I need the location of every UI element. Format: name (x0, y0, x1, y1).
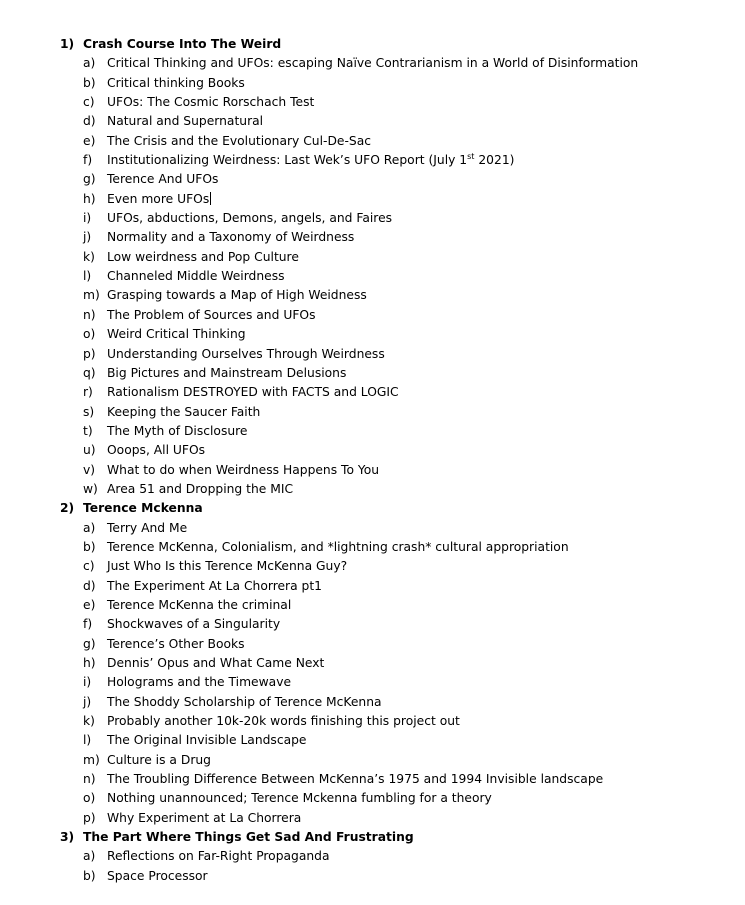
list-item-label: i) (83, 211, 92, 226)
list-item-label: m) (83, 752, 100, 767)
list-item-label: h) (83, 656, 96, 670)
list-item[interactable] (0, 461, 745, 480)
list-item[interactable] (0, 596, 745, 615)
list-item-label: o) (83, 327, 96, 342)
section-heading[interactable] (0, 499, 745, 518)
section-title: The Part Where Things Get Sad And Frustrating (83, 830, 414, 845)
list-item[interactable] (0, 480, 745, 499)
section-number: 3) (60, 830, 75, 845)
list-item-text (107, 712, 460, 731)
list-item-text (107, 325, 246, 344)
list-item-title: Critical Thinking and UFOs: escaping Naïve Contrarianism in a World of Disinformation (107, 56, 639, 71)
list-item-text (107, 190, 211, 209)
list-item-title: Ooops, All UFOs (107, 443, 206, 458)
list-item[interactable] (0, 306, 745, 325)
list-item[interactable] (0, 74, 745, 93)
list-item-text (107, 731, 307, 750)
list-item-text (107, 74, 245, 93)
list-item-text (107, 461, 379, 480)
list-item[interactable] (0, 615, 745, 634)
section-heading[interactable] (0, 35, 745, 54)
list-item-label: p) (83, 346, 96, 361)
list-item-text (107, 422, 248, 441)
list-item-title: Area 51 and Dropping the MIC (107, 481, 294, 496)
list-item[interactable] (0, 635, 745, 654)
list-item-text (107, 441, 205, 460)
list-item-text (107, 132, 371, 151)
list-item-title: Dennis’ Opus and What Came Next (107, 656, 325, 670)
list-item-label: o) (83, 791, 96, 806)
list-item-title: Just Who Is this Terence McKenna Guy? (107, 559, 348, 574)
list-item-text (107, 209, 392, 228)
list-item-title: What to do when Weirdness Happens To You (107, 462, 380, 477)
list-item-title: Even more UFOs (107, 191, 210, 206)
list-item-label: b) (83, 868, 96, 883)
list-item-text (107, 577, 322, 596)
list-item-text (107, 345, 385, 364)
list-item-title: The Troubling Difference Between McKenna’s 1975 and 1994 Invisible landscape (107, 772, 604, 787)
list-item-title: Holograms and the Timewave (107, 675, 292, 690)
list-item-title: Reflections on Far-Right Propaganda (107, 849, 330, 864)
list-item[interactable] (0, 345, 745, 364)
list-item-title-rest: 2021) (474, 153, 515, 168)
outline-section (0, 828, 745, 886)
list-item-label: g) (83, 172, 96, 187)
list-item[interactable] (0, 112, 745, 131)
section-title: Terence Mckenna (83, 501, 203, 516)
list-item-label: e) (83, 597, 96, 612)
list-item-label: l) (83, 269, 92, 284)
list-item[interactable] (0, 383, 745, 402)
list-item[interactable] (0, 654, 745, 673)
list-item-label: r) (83, 385, 93, 400)
list-item-text (107, 693, 382, 712)
list-item-text (107, 306, 315, 325)
list-item[interactable] (0, 770, 745, 789)
list-item-label: l) (83, 733, 92, 748)
list-item-label: u) (83, 443, 96, 458)
list-item-label: n) (83, 772, 96, 787)
list-item-title: The Crisis and the Evolutionary Cul-De-Sac (107, 133, 372, 148)
list-item[interactable] (0, 209, 745, 228)
list-item-label: q) (83, 365, 96, 380)
list-item-text (107, 557, 347, 576)
list-item[interactable] (0, 751, 745, 770)
list-item-text (107, 93, 314, 112)
list-item-text (107, 596, 291, 615)
list-item[interactable] (0, 441, 745, 460)
list-item-label: g) (83, 636, 96, 651)
list-item-label: i) (83, 675, 92, 690)
list-item-text (107, 170, 218, 189)
list-item[interactable] (0, 693, 745, 712)
list-item[interactable] (0, 712, 745, 731)
list-item-text (107, 654, 324, 673)
list-item-title: Why Experiment at La Chorrera (107, 810, 302, 825)
list-item-label: b) (83, 75, 96, 90)
list-item[interactable] (0, 132, 745, 151)
list-item[interactable] (0, 228, 745, 247)
list-item[interactable] (0, 267, 745, 286)
list-item-text (107, 809, 301, 828)
list-item-title: UFOs: The Cosmic Rorschach Test (107, 95, 315, 110)
list-item[interactable] (0, 519, 745, 538)
list-item-text (107, 228, 354, 247)
list-item[interactable] (0, 809, 745, 828)
list-item-label: a) (83, 56, 96, 71)
list-item[interactable] (0, 789, 745, 808)
list-item[interactable] (0, 286, 745, 305)
list-item-label: d) (83, 114, 96, 129)
list-item-title: Nothing unannounced; Terence Mckenna fumbling for a theory (107, 791, 492, 806)
list-item[interactable] (0, 248, 745, 267)
list-item-title: Big Pictures and Mainstream Delusions (107, 365, 347, 380)
list-item-label: d) (83, 578, 96, 593)
list-item-text (107, 789, 492, 808)
list-item-title: The Experiment At La Chorrera pt1 (107, 578, 323, 593)
list-item[interactable] (0, 190, 745, 209)
list-item-title: UFOs, abductions, Demons, angels, and Faires (107, 211, 393, 226)
list-item-text (107, 54, 638, 73)
list-item-title: The Myth of Disclosure (107, 423, 248, 438)
list-item-title: Space Processor (107, 868, 208, 883)
list-item-title: Low weirdness and Pop Culture (107, 249, 299, 264)
list-item-title: Institutionalizing Weirdness: Last Wek’s UFO Report (July 1 (107, 153, 468, 168)
list-item-text (107, 867, 208, 886)
list-item-text (107, 248, 299, 267)
list-item-label: c) (83, 559, 95, 574)
list-item-label: m) (83, 288, 100, 303)
list-item-title: Critical thinking Books (107, 75, 245, 90)
list-item[interactable] (0, 673, 745, 692)
list-item-title: Weird Critical Thinking (107, 327, 246, 342)
list-item-title: Terence McKenna, Colonialism, and *lightning crash* cultural appropriation (107, 539, 569, 554)
list-item-label: c) (83, 95, 95, 110)
list-item-text (107, 847, 330, 866)
list-item-label: n) (83, 307, 96, 322)
section-number: 1) (60, 37, 75, 51)
list-item-label: a) (83, 520, 96, 535)
list-item[interactable] (0, 403, 745, 422)
list-item[interactable] (0, 557, 745, 576)
list-item[interactable] (0, 577, 745, 596)
list-item-text (107, 112, 263, 131)
list-item-text (107, 751, 211, 770)
list-item[interactable] (0, 325, 745, 344)
list-item-label: a) (83, 849, 96, 864)
list-item-text (107, 480, 293, 499)
list-item[interactable] (0, 538, 745, 557)
list-item-title: The Problem of Sources and UFOs (107, 307, 316, 322)
document-body[interactable] (0, 35, 745, 886)
list-item-label: s) (83, 404, 95, 419)
list-item-label: h) (83, 191, 96, 206)
section-heading[interactable] (0, 828, 745, 847)
list-item-title: The Original Invisible Landscape (107, 733, 307, 748)
list-item-label: w) (83, 481, 98, 496)
list-item-text (107, 286, 367, 305)
list-item[interactable] (0, 364, 745, 383)
list-item-text (107, 635, 245, 654)
section-title: Crash Course Into The Weird (83, 37, 282, 51)
list-item-label: j) (83, 694, 92, 709)
list-item[interactable] (0, 731, 745, 750)
list-item[interactable] (0, 151, 745, 170)
list-item-text (107, 538, 569, 557)
list-item-title: Normality and a Taxonomy of Weirdness (107, 230, 355, 245)
list-item-label: v) (83, 462, 96, 477)
list-item[interactable] (0, 847, 745, 866)
list-item-title: Rationalism DESTROYED with FACTS and LOGIC (107, 385, 399, 400)
outline-section (0, 35, 745, 499)
list-item-text (107, 267, 285, 286)
list-item-title: Shockwaves of a Singularity (107, 617, 281, 632)
list-item-label: f) (83, 617, 93, 632)
list-item-label: b) (83, 539, 96, 554)
list-item-text (107, 673, 291, 692)
list-item[interactable] (0, 422, 745, 441)
text-cursor (210, 192, 211, 205)
list-item-title: Understanding Ourselves Through Weirdness (107, 346, 385, 361)
list-item-title: Terence’s Other Books (107, 636, 245, 651)
list-item-text (107, 770, 603, 789)
list-item-title: Terry And Me (107, 520, 188, 535)
list-item-title: Natural and Supernatural (107, 114, 264, 129)
list-item-title: The Shoddy Scholarship of Terence McKenna (107, 694, 382, 709)
list-item-text (107, 519, 187, 538)
list-item-title: Culture is a Drug (107, 752, 211, 767)
list-item-label: f) (83, 153, 93, 168)
list-item-title: Channeled Middle Weirdness (107, 269, 285, 284)
list-item-label: j) (83, 230, 92, 245)
list-item-label: k) (83, 714, 95, 729)
list-item[interactable] (0, 54, 745, 73)
list-item-text (107, 383, 399, 402)
ordinal-suffix: st (467, 151, 475, 161)
list-item-text (107, 151, 514, 170)
list-item-title: Grasping towards a Map of High Weidness (107, 288, 367, 303)
list-item[interactable] (0, 93, 745, 112)
outline-section (0, 499, 745, 828)
list-item-text (107, 403, 260, 422)
list-item-text (107, 364, 346, 383)
list-item-text (107, 615, 280, 634)
list-item[interactable] (0, 867, 745, 886)
list-item-label: k) (83, 249, 95, 264)
list-item-label: e) (83, 133, 96, 148)
list-item-title: Terence McKenna the criminal (107, 597, 292, 612)
list-item-title: Probably another 10k-20k words finishing this project out (107, 714, 460, 729)
list-item-label: p) (83, 810, 96, 825)
section-number: 2) (60, 501, 75, 516)
list-item[interactable] (0, 170, 745, 189)
list-item-label: t) (83, 423, 93, 438)
list-item-title: Keeping the Saucer Faith (107, 404, 261, 419)
list-item-title: Terence And UFOs (107, 172, 219, 187)
